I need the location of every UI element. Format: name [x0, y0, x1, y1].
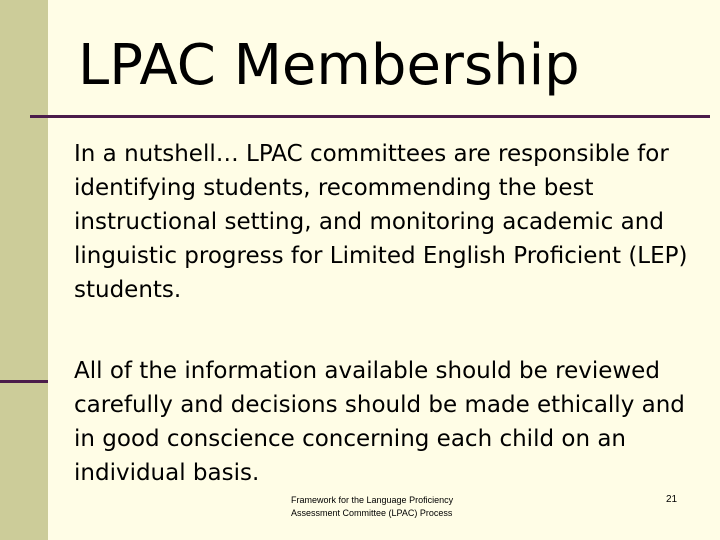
body-paragraph-2: All of the information available should be reviewed carefully and decisions should be made ethically and in good conscience concerning each child on an individual basis. — [74, 358, 685, 486]
footer-line-2: Assessment Committee (LPAC) Process — [291, 508, 453, 518]
slide-title: LPAC Membership — [78, 33, 580, 98]
footer-line-1: Framework for the Language Proficiency — [291, 495, 454, 505]
page-number: 21 — [666, 494, 678, 505]
side-decoration-band — [0, 0, 48, 540]
slide-footer — [291, 494, 531, 520]
title-divider-line — [30, 115, 710, 118]
side-divider-line — [0, 380, 48, 383]
body-paragraph-1: In a nutshell… LPAC committees are responsible for identifying students, recommending the best instructional setting, and monitoring academic and linguistic progress for Limited English Proficient (LEP) students. — [74, 141, 688, 303]
